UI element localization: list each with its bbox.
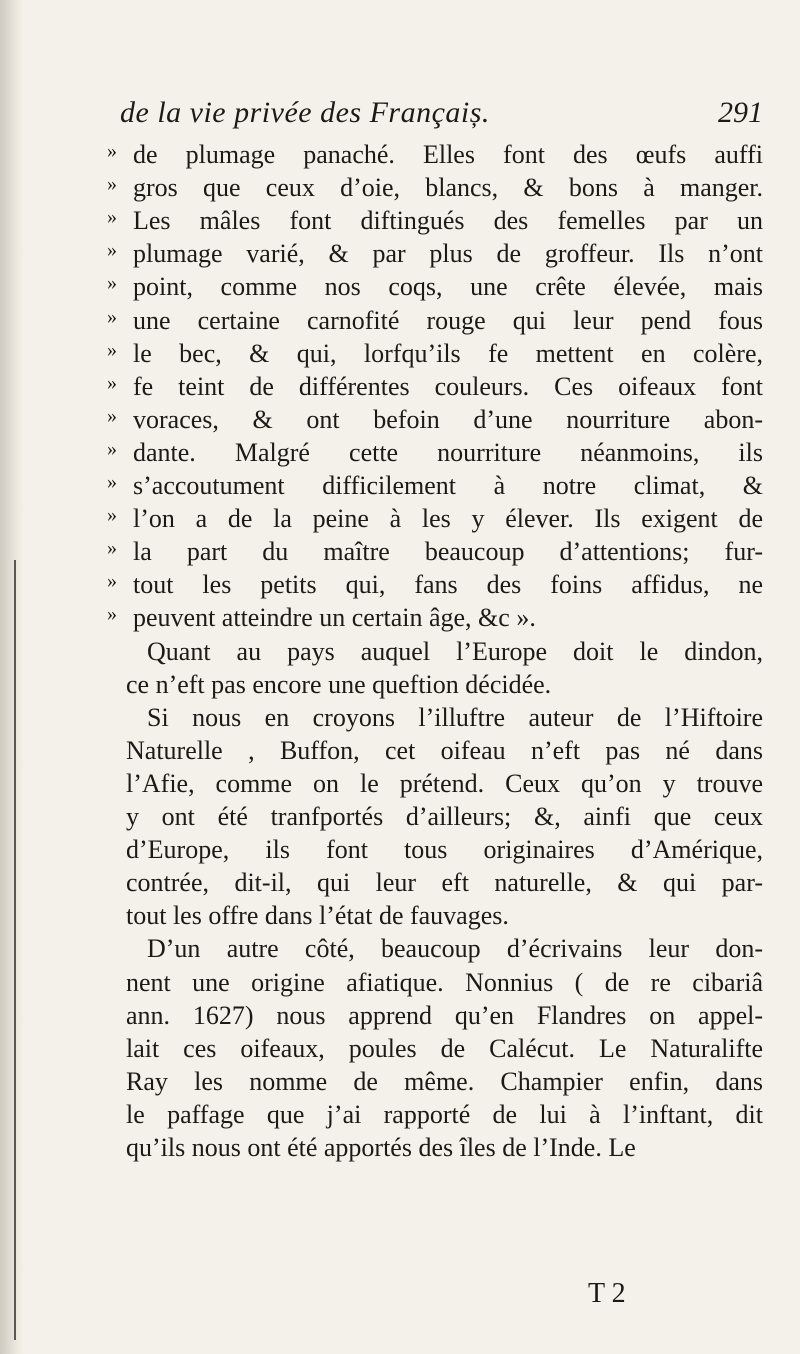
line-text: plumage varié, & par plus de groffeur. Ils n’ont (133, 239, 763, 269)
quotation-mark: » (107, 206, 117, 229)
line-text: Les mâles font diftingués des femelles par un (133, 206, 763, 236)
text-line (0, 1001, 800, 1034)
text-line (0, 405, 800, 438)
text-line (0, 637, 800, 670)
signature-mark: T 2 (588, 1278, 626, 1309)
quotation-mark: » (107, 173, 117, 196)
line-text: s’accoutument difficilement à notre climat, & (133, 471, 763, 500)
text-line (0, 703, 800, 736)
text-line (0, 438, 800, 471)
text-line (0, 272, 800, 305)
line-text: gros que ceux d’oie, blancs, & bons à manger. (133, 173, 763, 203)
text-line (0, 603, 800, 636)
page-number: 291 (718, 96, 763, 129)
text-line (0, 239, 800, 272)
line-text: qu’ils nous ont été apportés des îles de l’Inde. Le (126, 1133, 636, 1162)
text-line (0, 570, 800, 603)
text-line (0, 1100, 800, 1133)
text-line (0, 537, 800, 570)
quotation-mark: » (107, 437, 117, 460)
quotation-mark: » (107, 570, 117, 593)
line-text: Si nous en croyons l’illuftre auteur de l’Hiftoire (147, 702, 763, 732)
text-line (0, 901, 800, 934)
text-line (0, 769, 800, 802)
quotation-mark: » (107, 272, 117, 295)
line-text: peuvent atteindre un certain âge, &c ». (133, 603, 536, 633)
line-text: d’Europe, ils font tous originaires d’Amérique, (126, 835, 763, 865)
text-line (0, 1133, 800, 1166)
running-head: de la vie privée des Françaiș. (120, 96, 490, 129)
text-line (0, 736, 800, 769)
text-line (0, 140, 800, 173)
text-line (0, 934, 800, 967)
text-line (0, 372, 800, 405)
line-text: ann. 1627) nous apprend qu’en Flandres on appel- (126, 1000, 763, 1030)
text-line (0, 1034, 800, 1067)
quotation-mark: » (107, 140, 117, 162)
quotation-mark: » (107, 504, 117, 527)
quotation-mark: » (107, 603, 117, 626)
quotation-mark: » (107, 371, 117, 394)
line-text: contrée, dit-il, qui leur eft naturelle, & qui par- (126, 868, 763, 898)
text-line (0, 471, 800, 504)
text-line (0, 206, 800, 239)
line-text: lait ces oifeaux, poules de Calécut. Le Naturalifte (126, 1033, 763, 1063)
line-text: Ray les nomme de même. Champier enfin, dans (126, 1066, 763, 1096)
quotation-mark: » (107, 404, 117, 427)
quotation-mark: » (107, 305, 117, 328)
text-line (0, 504, 800, 537)
text-line (0, 670, 800, 703)
line-text: y ont été tranfportés d’ailleurs; &, ainfi que ceux (126, 802, 763, 831)
quotation-mark: » (107, 471, 117, 493)
quotation-mark: » (107, 239, 117, 262)
line-text: l’Afie, comme on le prétend. Ceux qu’on y trouve (126, 768, 763, 798)
text-line (0, 339, 800, 372)
text-line (0, 306, 800, 339)
text-line (0, 802, 800, 835)
line-text: fe teint de différentes couleurs. Ces oifeaux font (133, 371, 763, 401)
line-text: nent une origine afiatique. Nonnius ( de re cibariâ (126, 967, 763, 997)
line-text: tout les petits qui, fans des foins affidus, ne (133, 570, 763, 600)
line-text: Naturelle , Buffon, cet oifeau n’eft pas né dans (126, 735, 763, 765)
line-text: une certaine carnofité rouge qui leur pend fous (133, 305, 763, 335)
line-text: voraces, & ont befoin d’une nourriture abon- (133, 404, 763, 434)
line-text: la part du maître beaucoup d’attentions; fur- (133, 537, 763, 567)
text-line (0, 968, 800, 1001)
line-text: le paffage que j’ai rapporté de lui à l’inftant, dit (126, 1099, 763, 1129)
line-text: Quant au pays auquel l’Europe doit le dindon, (147, 636, 763, 666)
line-text: point, comme nos coqs, une crête élevée, mais (133, 272, 763, 302)
line-text: l’on a de la peine à les y élever. Ils exigent de (133, 504, 763, 534)
quotation-mark: » (107, 537, 117, 560)
line-text: dante. Malgré cette nourriture néanmoins, ils (133, 437, 763, 467)
text-line (0, 868, 800, 901)
quotation-mark: » (107, 338, 117, 361)
line-text: le bec, & qui, lorfqu’ils fe mettent en colère, (133, 338, 763, 368)
line-text: D’un autre côté, beaucoup d’écrivains leur don- (147, 934, 763, 964)
text-line (0, 1067, 800, 1100)
line-text: tout les offre dans l’état de fauvages. (126, 901, 509, 931)
line-text: de plumage panaché. Elles font des œufs auffi (133, 140, 763, 169)
page-header (0, 96, 800, 136)
text-line (0, 173, 800, 206)
text-line (0, 835, 800, 868)
line-text: ce n’eft pas encore une queftion décidée. (126, 669, 552, 699)
